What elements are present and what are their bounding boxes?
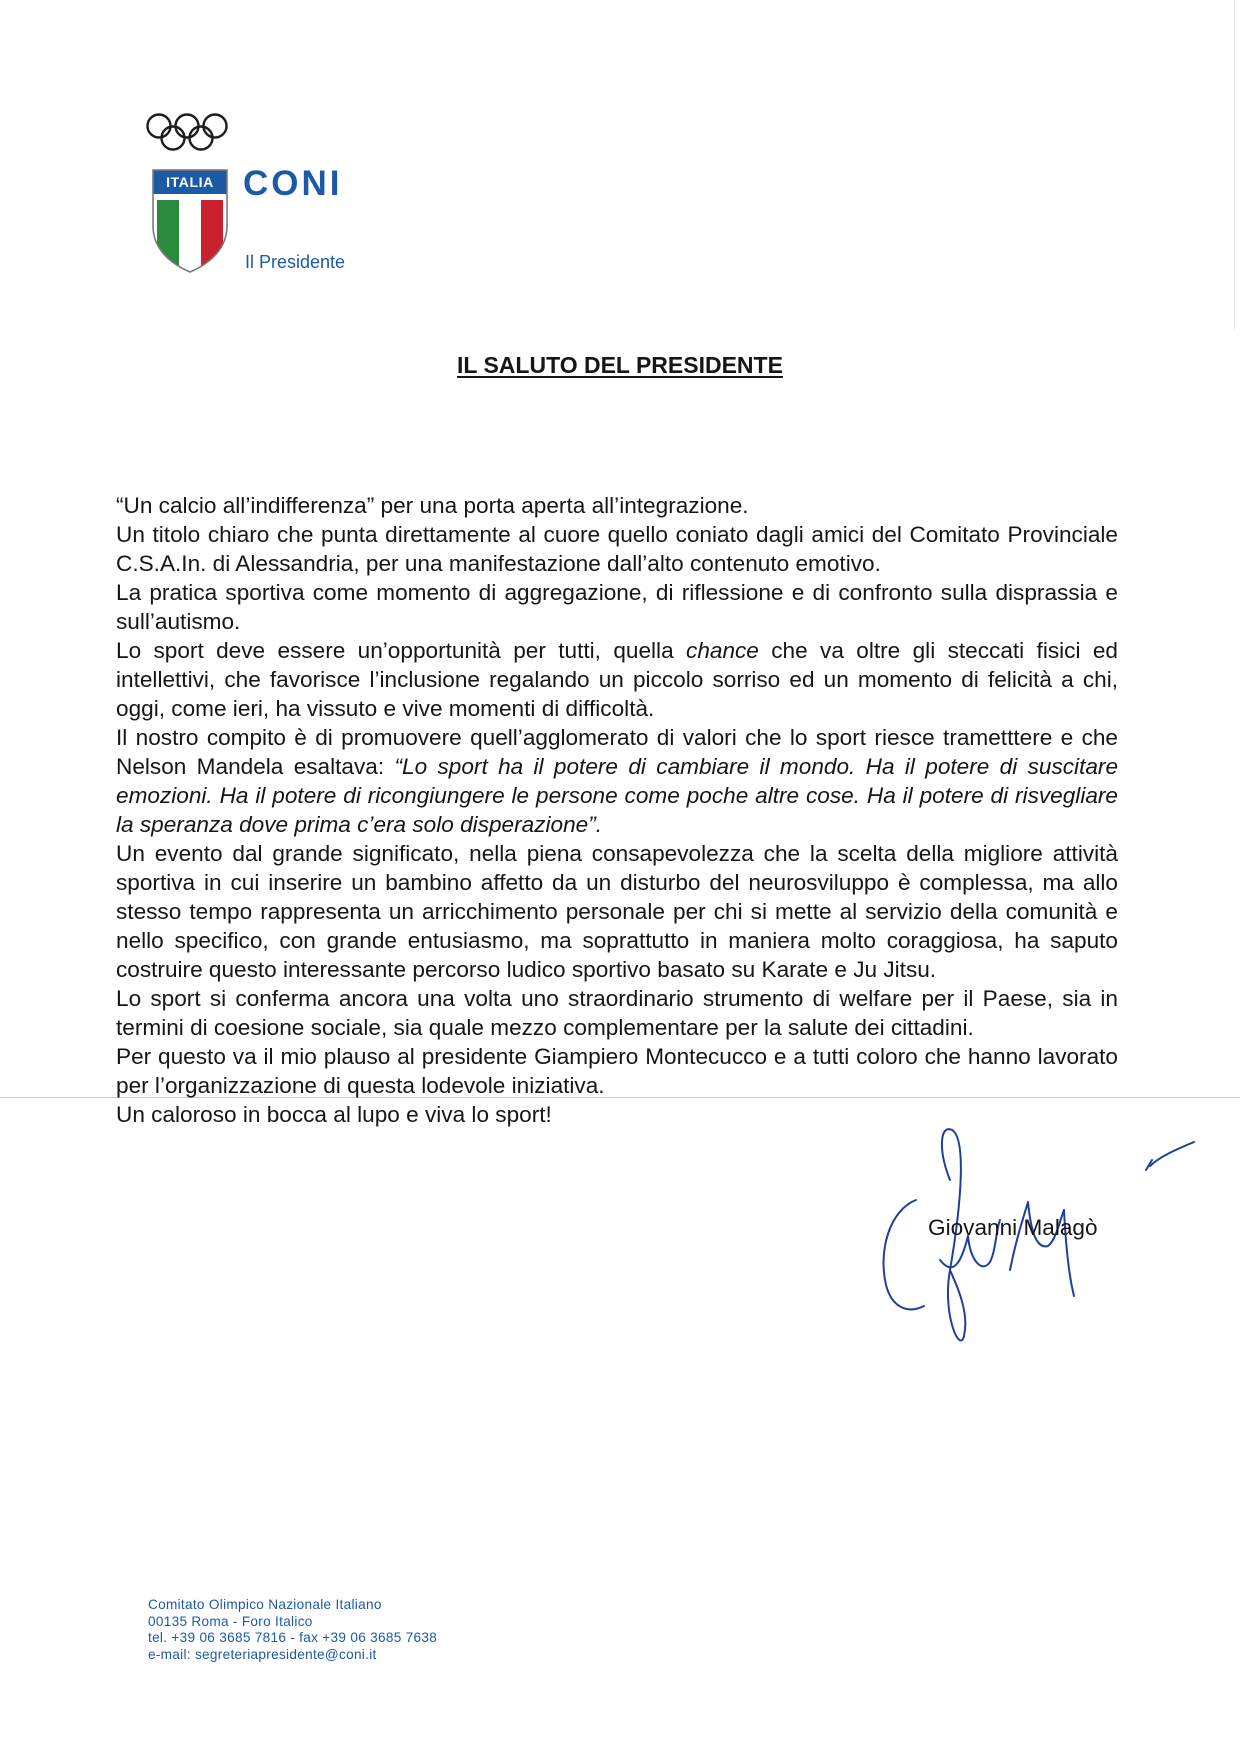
letter-body — [116, 491, 1118, 1129]
italic-text: chance — [686, 638, 759, 663]
paragraph-text: Un caloroso in bocca al lupo e viva lo sport! — [116, 1102, 552, 1127]
shield-text: ITALIA — [166, 174, 214, 190]
paragraph-text: Per questo va il mio plauso al presidente Giampiero Montecucco e a tutti coloro che hanno lavorato per l’organizzazione di questa lodevole iniziativa. — [116, 1044, 1118, 1098]
paragraph-text: Un titolo chiaro che punta direttamente al cuore quello coniato dagli amici del Comitato Provinciale C.S.A.In. di Alessandria, per una manifestazione dall’alto contenuto emotivo. — [116, 522, 1118, 576]
footer-line: 00135 Roma - Foro Italico — [148, 1613, 313, 1629]
signer-name: Giovanni Malagò — [928, 1215, 1098, 1240]
body-paragraph — [116, 723, 1118, 839]
paragraph-text: “Un calcio all’indifferenza” per una porta aperta all’integrazione. — [116, 493, 749, 518]
footer-line: Comitato Olimpico Nazionale Italiano — [148, 1597, 382, 1612]
paragraph-text: Un evento dal grande significato, nella piena consapevolezza che la scelta della migliore attività sportiva in cui inserire un bambino affetto da un disturbo del neurosviluppo è complessa, ma allo stesso tempo rappresenta un arricchimento personale per chi si mette al servizio della comunità e nello specifico, con grande entusiasmo, ma soprattutto in maniera molto coraggiosa, ha saputo costruire questo interessante percorso ludico sportivo basato su Karate e Ju Jitsu. — [116, 841, 1118, 982]
italic-text: “Lo sport ha il potere di cambiare il mondo. Ha il potere di suscitare emozioni. Ha il potere di ricongiungere le persone come poche altre cose. Ha il potere di risvegliare la speranza dove prima c’era solo disperazione”. — [116, 754, 1119, 837]
body-paragraph — [116, 578, 1118, 636]
footer-line: e-mail: segreteriapresidente@coni.it — [148, 1646, 377, 1662]
body-paragraph — [116, 636, 1118, 723]
footer-line: tel. +39 06 3685 7816 - fax +39 06 3685 7638 — [148, 1630, 438, 1645]
body-paragraph — [116, 839, 1118, 984]
letter-title: IL SALUTO DEL PRESIDENTE — [457, 352, 783, 378]
olympic-rings-icon — [145, 112, 231, 156]
letterhead-role: Il Presidente — [245, 252, 346, 272]
footer-address — [148, 1597, 437, 1663]
body-paragraph — [116, 491, 1118, 520]
paragraph-text: Il nostro compito è di promuovere quell’agglomerato di valori che lo sport riesce trametttere e che Nelson Mandela esaltava: — [116, 725, 1118, 779]
body-paragraph — [116, 984, 1118, 1042]
letterhead — [145, 112, 405, 282]
scan-edge-line — [1234, 0, 1235, 330]
paragraph-text: La pratica sportiva come momento di aggregazione, di riflessione e di confronto sulla disprassia e sull’autismo. — [116, 580, 1118, 634]
paragraph-text: Lo sport deve essere un’opportunità per tutti, quella — [116, 638, 687, 663]
italia-shield-icon — [151, 168, 229, 274]
paragraph-text: che va oltre gli steccati fisici ed intellettivi, che favorisce l’inclusione regalando un piccolo sorriso ed un momento di felicità a chi, oggi, come ieri, ha vissuto e vive momenti di difficoltà. — [116, 638, 1118, 721]
brand-name: CONI — [243, 164, 343, 203]
body-paragraph — [116, 1042, 1118, 1100]
paragraph-text: Lo sport si conferma ancora una volta uno straordinario strumento di welfare per il Paese, sia in termini di coesione sociale, sia quale mezzo complementare per la salute dei cittadini. — [116, 986, 1118, 1040]
body-paragraph — [116, 520, 1118, 578]
